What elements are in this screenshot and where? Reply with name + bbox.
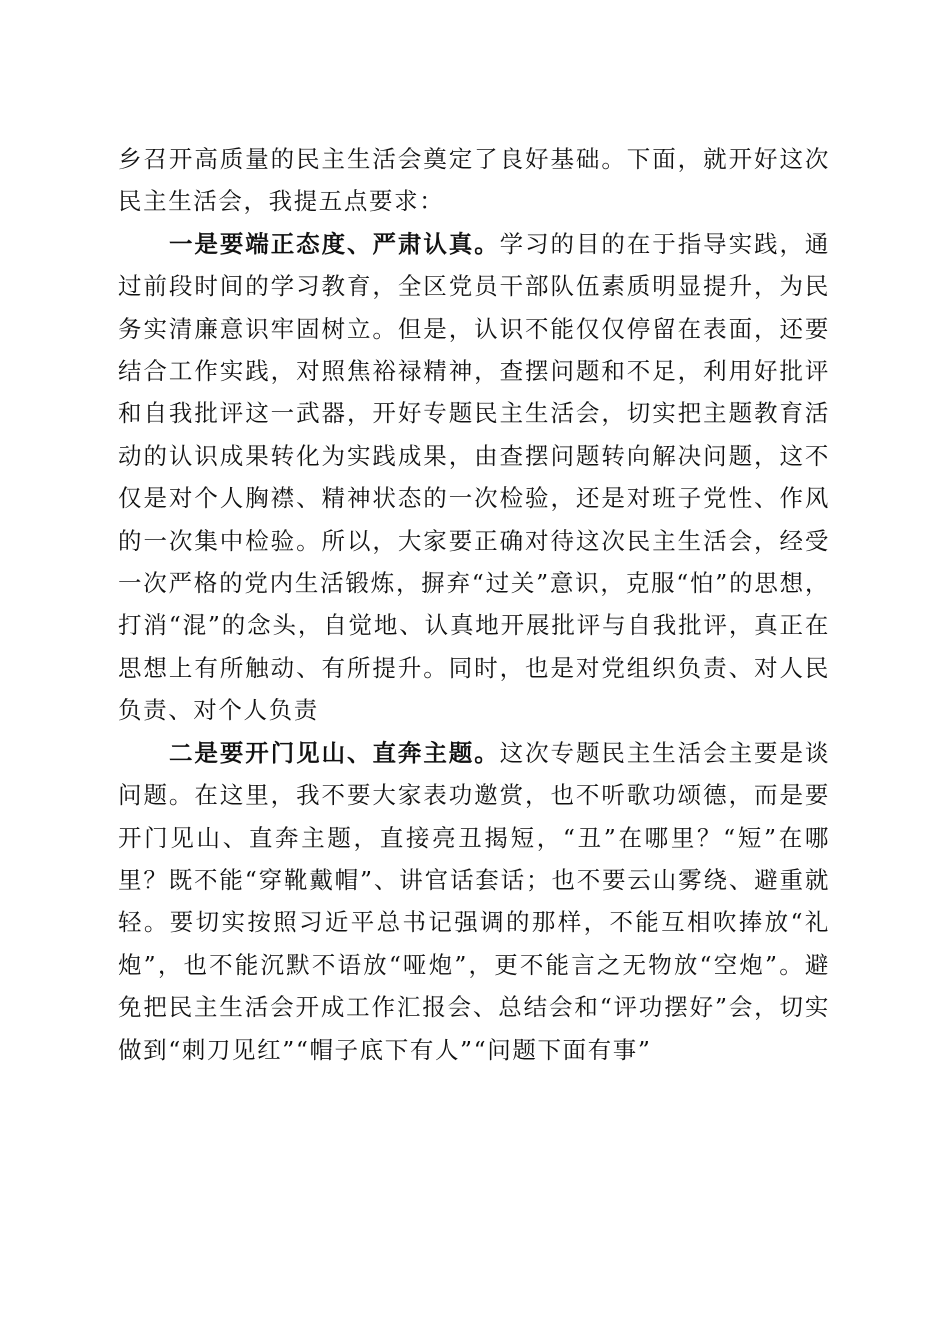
paragraph-text: 学习的目的在于指导实践，通过前段时间的学习教育，全区党员干部队伍素质明显提升，为民务实清廉意识牢固树立。但是，认识不能仅仅停留在表面，还要结合工作实践，对照焦裕禄精神，查摆问题和不足，利用好批评和自我批评这一武器，开好专题民主生活会，切实把主题教育活动的认识成果转化为实践成果，由查摆问题转向解决问题，这不仅是对个人胸襟、精神状态的一次检验，还是对班子党性、作风的一次集中检验。所以，大家要正确对待这次民主生活会，经受一次严格的党内生活锻炼，摒弃“过关”意识，克服“怕”的思想，打消“混”的念头，自觉地、认真地开展批评与自我批评，真正在思想上有所触动、有所提升。同时，也是对党组织负责、对人民负责、对个人负责	[118, 229, 830, 725]
paragraph-lead: 二是要开门见山、直奔主题。	[169, 738, 500, 767]
paragraph-text: 这次专题民主生活会主要是谈问题。在这里，我不要大家表功邀赏，也不听歌功颂德，而是要开门见山、直奔主题，直接亮丑揭短，“丑”在哪里？“短”在哪里？既不能“穿靴戴帽”、讲官话套话；也不要云山雾绕、避重就轻。要切实按照习近平总书记强调的那样，不能互相吹捧放“礼炮”，也不能沉默不语放“哑炮”，更不能言之无物放“空炮”。避免把民主生活会开成工作汇报会、总结会和“评功摆好”会，切实做到“刺刀见红”“帽子底下有人”“问题下面有事”	[118, 738, 830, 1064]
paragraph-requirement-1	[118, 223, 830, 732]
paragraph-intro	[118, 138, 830, 223]
paragraph-text: 乡召开高质量的民主生活会奠定了良好基础。下面，就开好这次民主生活会，我提五点要求：	[118, 145, 830, 216]
paragraph-requirement-2	[118, 732, 830, 1071]
document-body	[118, 138, 830, 1071]
paragraph-lead: 一是要端正态度、严肃认真。	[169, 229, 500, 258]
